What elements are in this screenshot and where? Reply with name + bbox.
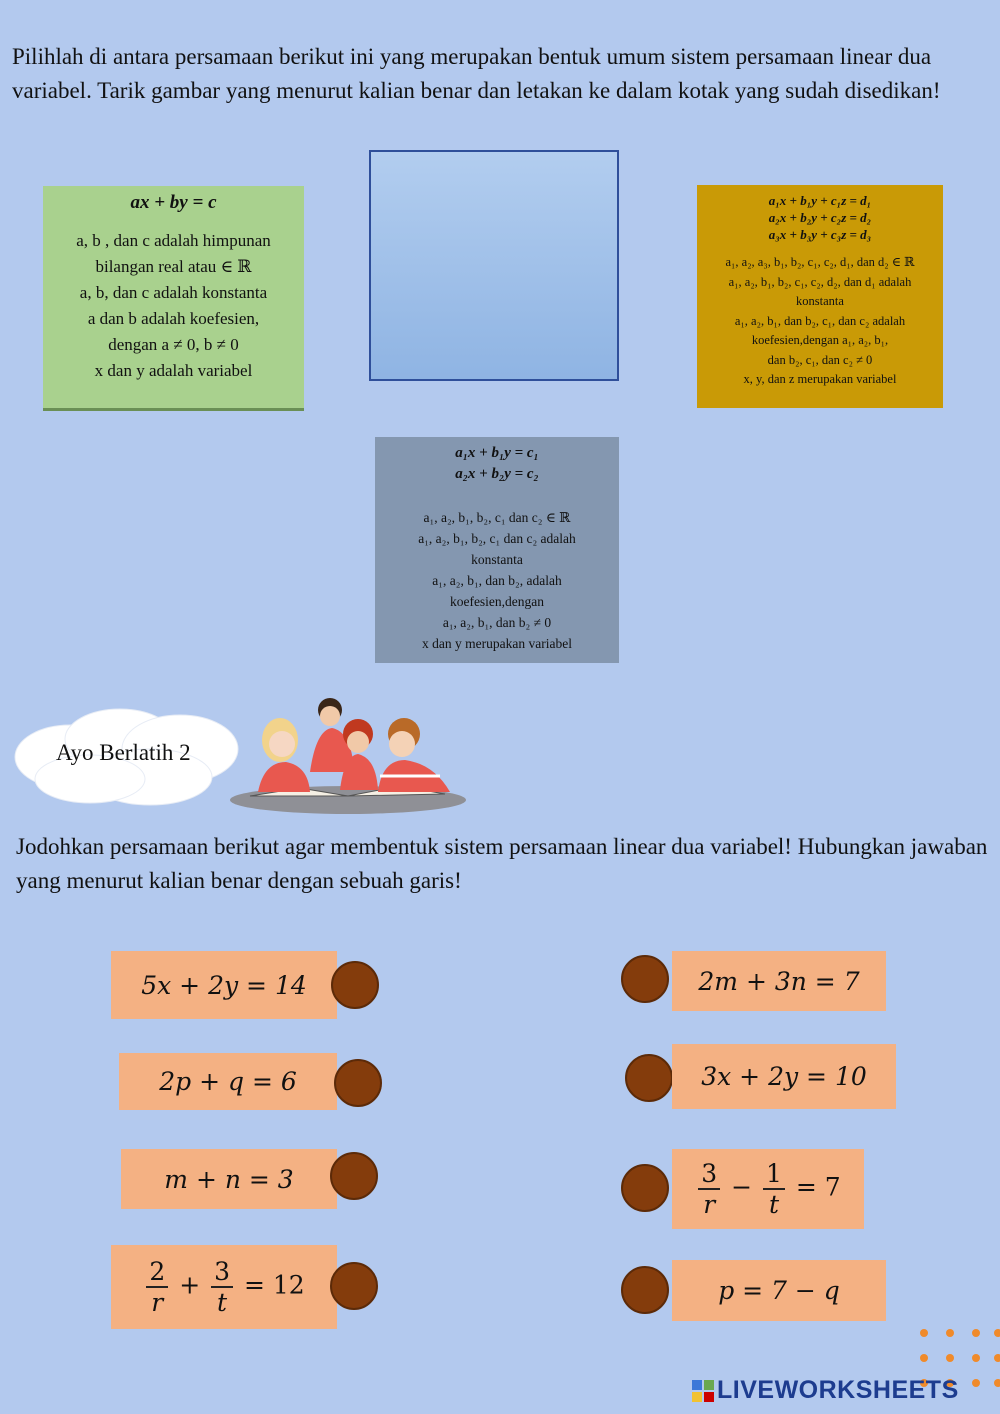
green-card-equation: ax + by = c [130, 192, 217, 213]
orange-card-line: dan b₂, c₁, dan c₂ ≠ 0 [767, 352, 873, 367]
right-equation-3[interactable] [672, 1149, 864, 1229]
left-equation-1-text: 5x + 2y = 14 [141, 970, 307, 1000]
right-connector-dot-4[interactable] [621, 1266, 669, 1314]
green-card-line: a dan b adalah koefesien, [87, 309, 260, 328]
liveworksheets-logo-icon [692, 1380, 714, 1402]
gray-card-line: a₁, a₂, b₁, b₂, c₁ dan c₂ adalah [418, 531, 576, 546]
orange-card-line: a₁, a₂, a₃, b₁, b₂, c₁, c₂, d₁, dan d₂ ∈ ℝ [725, 255, 915, 269]
right-connector-dot-2[interactable] [625, 1054, 673, 1102]
gray-card-equation: a₁x + b₁y = c₁ [455, 445, 539, 461]
left-equation-4[interactable] [111, 1245, 337, 1329]
left-connector-dot-1[interactable] [331, 961, 379, 1009]
gray-card-equation: a₂x + b₂y = c₂ [455, 466, 539, 482]
left-connector-dot-4[interactable] [330, 1262, 378, 1310]
right-equation-1-text: 2m + 3n = 7 [698, 966, 860, 996]
right-equation-2-text: 3x + 2y = 10 [701, 1062, 867, 1091]
left-connector-dot-2[interactable] [334, 1059, 382, 1107]
cloud-label: Ayo Berlatih 2 [56, 740, 191, 765]
left-equation-4-render: $\frac{2}{r}$ + $\frac{3}{t}$ = 12 [143, 1259, 304, 1315]
gray-card-line: a₁, a₂, b₁, b₂, c₁ dan c₂ ∈ ℝ [423, 510, 571, 525]
orange-card-equation: a₃x + b₃y + c₃z = d₃ [768, 227, 872, 242]
gray-card-line: koefesien,dengan [449, 594, 545, 609]
drop-target-box[interactable] [369, 150, 619, 381]
left-equation-3-text: m + n = 3 [164, 1164, 294, 1194]
right-connector-dot-1[interactable] [621, 955, 669, 1003]
right-equation-3-render: $\frac{3}{r}$ − $\frac{1}{t}$ = 7 [695, 1161, 840, 1217]
green-card-line: dengan a ≠ 0, b ≠ 0 [108, 335, 239, 354]
green-card-line: a, b, dan c adalah konstanta [79, 283, 268, 302]
gray-card-description [375, 507, 619, 654]
left-equation-3[interactable] [121, 1149, 337, 1209]
instruction-text-2: Jodohkan persamaan berikut agar membentuk sistem persamaan linear dua variabel! Hubungkan jawaban yang menurut kalian benar dengan sebuah garis! [16, 834, 988, 893]
instruction-text-1: Pilihlah di antara persamaan berikut ini yang merupakan bentuk umum sistem persamaan linear dua variabel. Tarik gambar yang menurut kalian benar dan letakan ke dalam kotak yang sudah disedikan! [12, 44, 941, 103]
liveworksheets-logo-text: LIVEWORKSHEETS [717, 1376, 959, 1404]
green-card-line: bilangan real atau ∈ ℝ [95, 257, 252, 276]
left-equation-1[interactable] [111, 951, 337, 1019]
orange-card-equations [697, 192, 943, 243]
green-card-line: x dan y adalah variabel [94, 361, 253, 380]
orange-card-equation: a₁x + b₁y + c₁z = d₁ [768, 193, 872, 208]
gray-card-equations [375, 443, 619, 485]
right-equation-2[interactable] [672, 1044, 896, 1109]
orange-card-description [697, 253, 943, 390]
left-equation-2-text: 2p + q = 6 [159, 1067, 297, 1096]
gray-card-line: a₁, a₂, b₁, dan b₂ ≠ 0 [442, 615, 552, 630]
students-illustration [230, 692, 470, 814]
orange-card-line: a₁, a₂, b₁, b₂, c₁, c₂, d₂, dan d₁ adalah [728, 274, 912, 289]
liveworksheets-logo [692, 1376, 959, 1405]
gray-card-line: a₁, a₂, b₁, dan b₂, adalah [432, 573, 562, 588]
orange-card-line: x, y, dan z merupakan variabel [743, 372, 897, 386]
gray-card-line: konstanta [471, 552, 523, 567]
right-connector-dot-3[interactable] [621, 1164, 669, 1212]
orange-card-line: konstanta [796, 294, 844, 308]
right-equation-4-text: p = 7 − q [718, 1276, 840, 1305]
gray-card-line: x dan y merupakan variabel [422, 636, 572, 651]
orange-card-line: koefesien,dengan a₁, a₂, b₁, [751, 333, 889, 347]
orange-card-line: a₁, a₂, b₁, dan b₂, c₁, dan c₂ adalah [734, 313, 906, 328]
green-card-line: a, b , dan c adalah himpunan [76, 231, 271, 250]
option-card-green[interactable] [43, 186, 304, 411]
right-equation-1[interactable] [672, 951, 886, 1011]
green-card-description [43, 228, 304, 384]
right-equation-4[interactable] [672, 1260, 886, 1321]
left-equation-2[interactable] [119, 1053, 337, 1110]
option-card-orange[interactable] [697, 185, 943, 408]
option-card-gray[interactable] [375, 437, 619, 663]
orange-card-equation: a₂x + b₂y + c₂z = d₂ [768, 210, 872, 225]
left-connector-dot-3[interactable] [330, 1152, 378, 1200]
